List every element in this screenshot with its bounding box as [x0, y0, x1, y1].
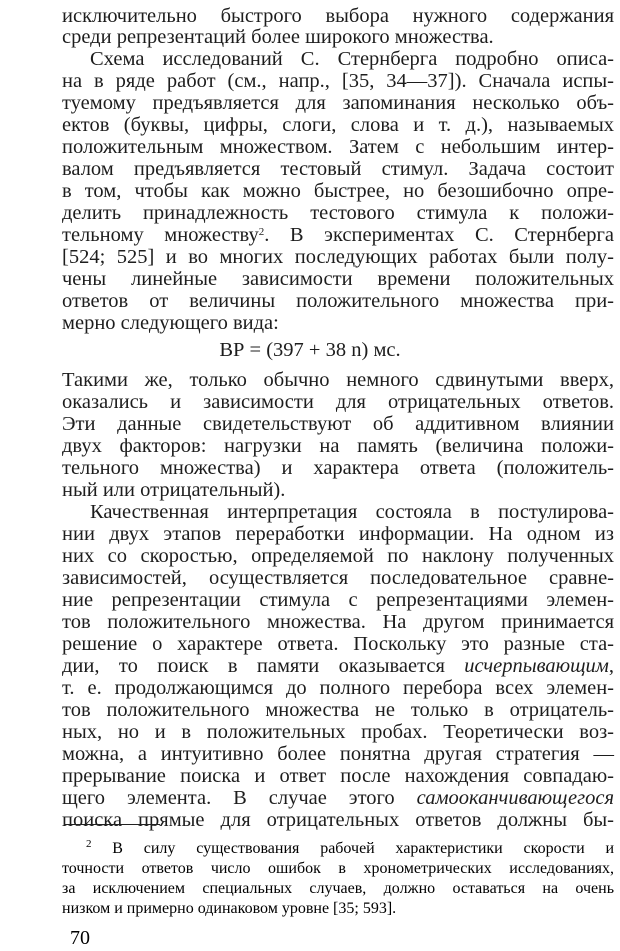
body-text: . В экспериментах С. Стернберга: [264, 224, 615, 246]
page-number: 70: [70, 927, 90, 949]
footnote-ref: 2: [258, 226, 265, 238]
body-line: ние репрезентации стимула с репрезентациями элемен-: [62, 589, 614, 611]
footnote-line: за исключением специальных случаев, должно оставаться на очень: [62, 880, 614, 897]
body-line: оказались и зависимости для отрицательных ответов.: [62, 391, 614, 413]
body-line: ответов от величины положительного множества при-: [62, 290, 614, 312]
body-line: валом предъявляется тестовый стимул. Задача состоит: [62, 158, 614, 180]
body-text: щего элемента. В случае этого: [62, 787, 395, 809]
body-line: мерно следующего вида:: [62, 312, 279, 334]
body-line: прерывание поиска и ответ после нахождения совпадаю-: [62, 765, 614, 787]
body-line: туемому предъявляется для запоминания несколько объ-: [62, 92, 614, 114]
body-line: Такими же, только обычно немного сдвинутыми вверх,: [62, 369, 614, 391]
body-line: делить принадлежность тестового стимула к положи-: [62, 202, 614, 224]
footnote-line: [86, 838, 614, 859]
italic-term: исчерпывающим: [464, 655, 609, 677]
body-line: чены линейные зависимости времени положительных: [62, 268, 614, 290]
body-line: [524; 525] и во многих последующих работах были полу-: [62, 246, 614, 268]
italic-term: самооканчивающегося: [416, 787, 614, 809]
body-text: тельному множеству: [62, 224, 259, 246]
body-line: тельного множества) и характера ответа (положитель-: [62, 457, 614, 479]
body-line: на в ряде работ (см., напр., [35, 34—37]). Сначала испы-: [62, 70, 614, 92]
body-line: среди репрезентаций более широкого множества.: [62, 26, 494, 48]
body-line: двух факторов: нагрузки на память (величина положи-: [62, 435, 614, 457]
body-line: Качественная интерпретация состояла в постулирова-: [90, 501, 614, 523]
body-line: [62, 223, 614, 247]
body-line: тов положительного множества не только в отрицатель-: [62, 699, 614, 721]
body-line: тов положительного множества. На другом принимается: [62, 611, 614, 633]
body-line: них со скоростью, определяемой по наклону полученных: [62, 545, 614, 567]
body-line: положительным множеством. Затем с небольшим интер-: [62, 136, 614, 158]
formula: ВР = (397 + 38 n) мс.: [219, 339, 401, 361]
body-line: нии двух этапов переработки информации. На одном из: [62, 523, 614, 545]
body-line: решение о характере ответа. Поскольку это разные ста-: [62, 633, 614, 655]
footnote-marker: 2: [86, 838, 92, 850]
body-line: [62, 786, 614, 810]
body-line: ектов (буквы, цифры, слоги, слова и т. д.), называемых: [62, 114, 614, 136]
body-text: дии, то поиск в памяти оказывается: [62, 655, 445, 677]
footnote-line: низком и примерно одинаковом уровне [35; 593].: [62, 900, 397, 917]
body-line: исключительно быстрого выбора нужного содержания: [62, 5, 614, 27]
body-line: можна, а интуитивно более понятна другая стратегия —: [62, 743, 614, 765]
body-line: [62, 654, 614, 678]
body-line: ных, но и в положительных пробах. Теоретически воз-: [62, 721, 614, 743]
body-line: Эти данные свидетельствуют об аддитивном влиянии: [62, 413, 614, 435]
body-line: ный или отрицательный).: [62, 479, 286, 501]
body-line: зависимостей, осуществляется последовательное сравне-: [62, 567, 614, 589]
footnote-line: точности ответов число ошибок в хронометрических исследованиях,: [62, 860, 614, 877]
body-line: т. е. продолжающимся до полного перебора всех элемен-: [62, 677, 614, 699]
footnote-rule: [64, 824, 160, 825]
body-line: Схема исследований С. Стернберга подробно описа-: [90, 48, 614, 70]
body-text: ,: [608, 655, 615, 677]
footnote-text: В силу существования рабочей характеристики скорости и: [112, 840, 614, 857]
body-line: в том, чтобы как можно быстрее, но безошибочно опре-: [62, 180, 614, 202]
body-line: поиска прямые для отрицательных ответов должны бы-: [62, 809, 614, 831]
